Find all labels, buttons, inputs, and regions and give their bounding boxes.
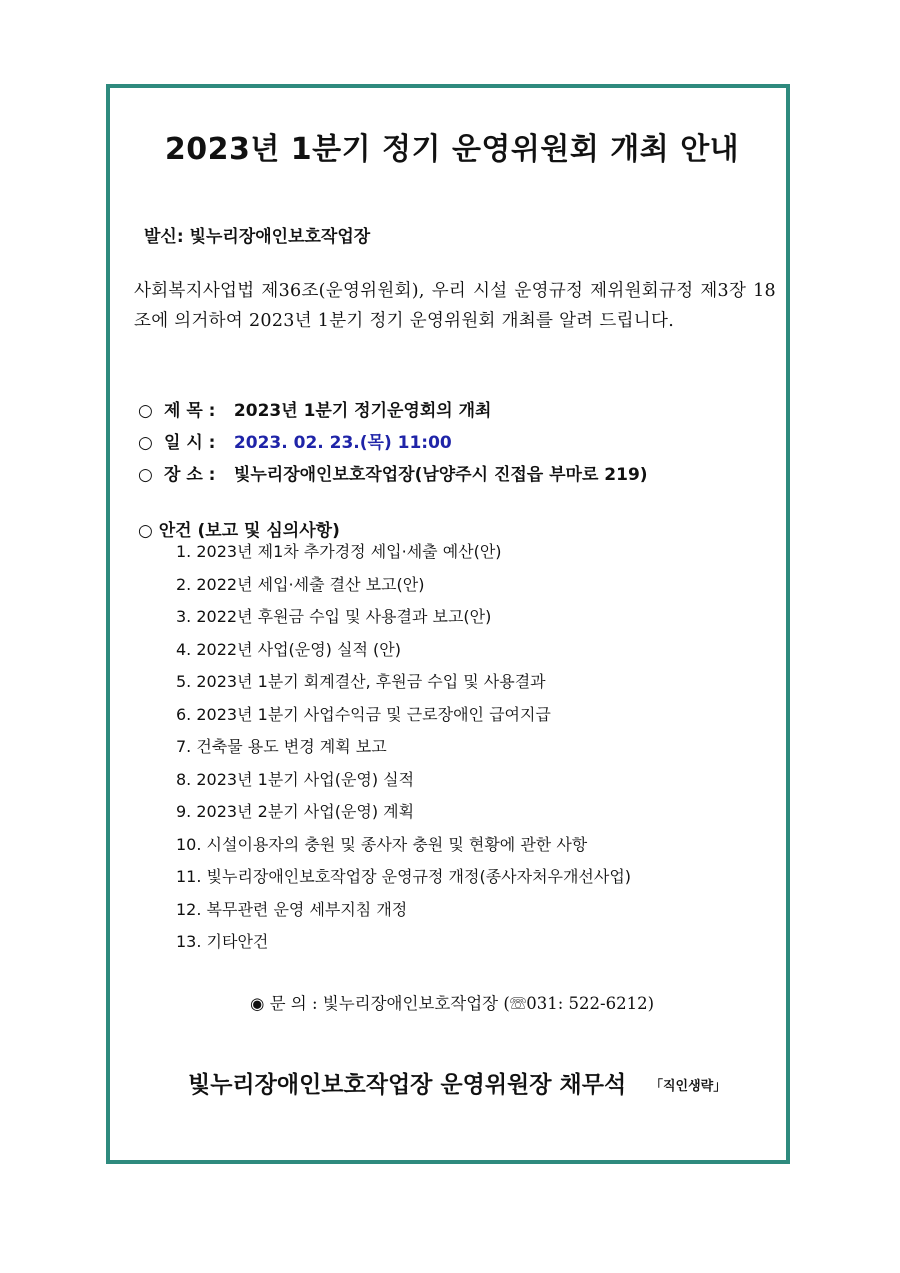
agenda-item: 10. 시설이용자의 충원 및 종사자 충원 및 현황에 관한 사항 — [176, 834, 588, 854]
datetime-label: 일 시 : — [164, 433, 216, 453]
body-paragraph: 사회복지사업법 제36조(운영위원회), 우리 시설 운영규정 제위원회규정 제3장 18조에 의거하여 2023년 1분기 정기 운영위원회 개최를 알려 드립니다. — [134, 281, 776, 331]
agenda-heading: ○ 안건 (보고 및 심의사항) — [138, 521, 340, 541]
document-title: 2023년 1분기 정기 운영위원회 개최 안내 — [164, 132, 740, 167]
agenda-item: 1. 2023년 제1차 추가경정 세입·세출 예산(안) — [176, 542, 502, 561]
agenda-item: 2. 2022년 세입·세출 결산 보고(안) — [176, 574, 425, 594]
agenda-item: 12. 복무관련 운영 세부지침 개정 — [176, 899, 408, 919]
seal-omitted-note: 「직인생략」 — [650, 1079, 727, 1094]
info-place — [138, 460, 648, 485]
agenda-item: 5. 2023년 1분기 회계결산, 후원금 수입 및 사용결과 — [176, 672, 546, 691]
bullet-circle: ○ — [138, 465, 153, 485]
agenda-item: 9. 2023년 2분기 사업(운영) 계획 — [176, 802, 415, 821]
agenda-item: 8. 2023년 1분기 사업(운영) 실적 — [176, 769, 415, 789]
info-datetime — [138, 428, 452, 453]
bullet-circle: ○ — [138, 433, 153, 453]
datetime-value: 2023. 02. 23.(목) 11:00 — [233, 433, 452, 453]
agenda-item: 6. 2023년 1분기 사업수익금 및 근로장애인 급여지급 — [176, 704, 551, 724]
agenda-item: 11. 빛누리장애인보호작업장 운영규정 개정(종사자처우개선사업) — [176, 867, 632, 886]
place-value: 빛누리장애인보호작업장(남양주시 진접읍 부마로 219) — [233, 465, 648, 485]
document-frame — [106, 84, 790, 1164]
subject-value: 2023년 1분기 정기운영회의 개최 — [233, 401, 492, 421]
info-subject — [138, 396, 491, 421]
agenda-item: 7. 건축물 용도 변경 계획 보고 — [176, 737, 387, 756]
sender-line: 발신: 빛누리장애인보호작업장 — [144, 227, 371, 247]
place-label: 장 소 : — [164, 465, 216, 485]
subject-label: 제 목 : — [164, 401, 216, 421]
agenda-list — [176, 536, 631, 959]
signature-line: 빛누리장애인보호작업장 운영위원장 채무석 — [188, 1072, 627, 1098]
agenda-item: 4. 2022년 사업(운영) 실적 (안) — [176, 639, 401, 659]
agenda-item: 13. 기타안건 — [176, 932, 269, 951]
bullet-circle: ○ — [138, 401, 153, 421]
agenda-item: 3. 2022년 후원금 수입 및 사용결과 보고(안) — [176, 607, 492, 626]
inquiry-line: ◉ 문 의 : 빛누리장애인보호작업장 (☏031: 522-6212) — [249, 994, 655, 1013]
